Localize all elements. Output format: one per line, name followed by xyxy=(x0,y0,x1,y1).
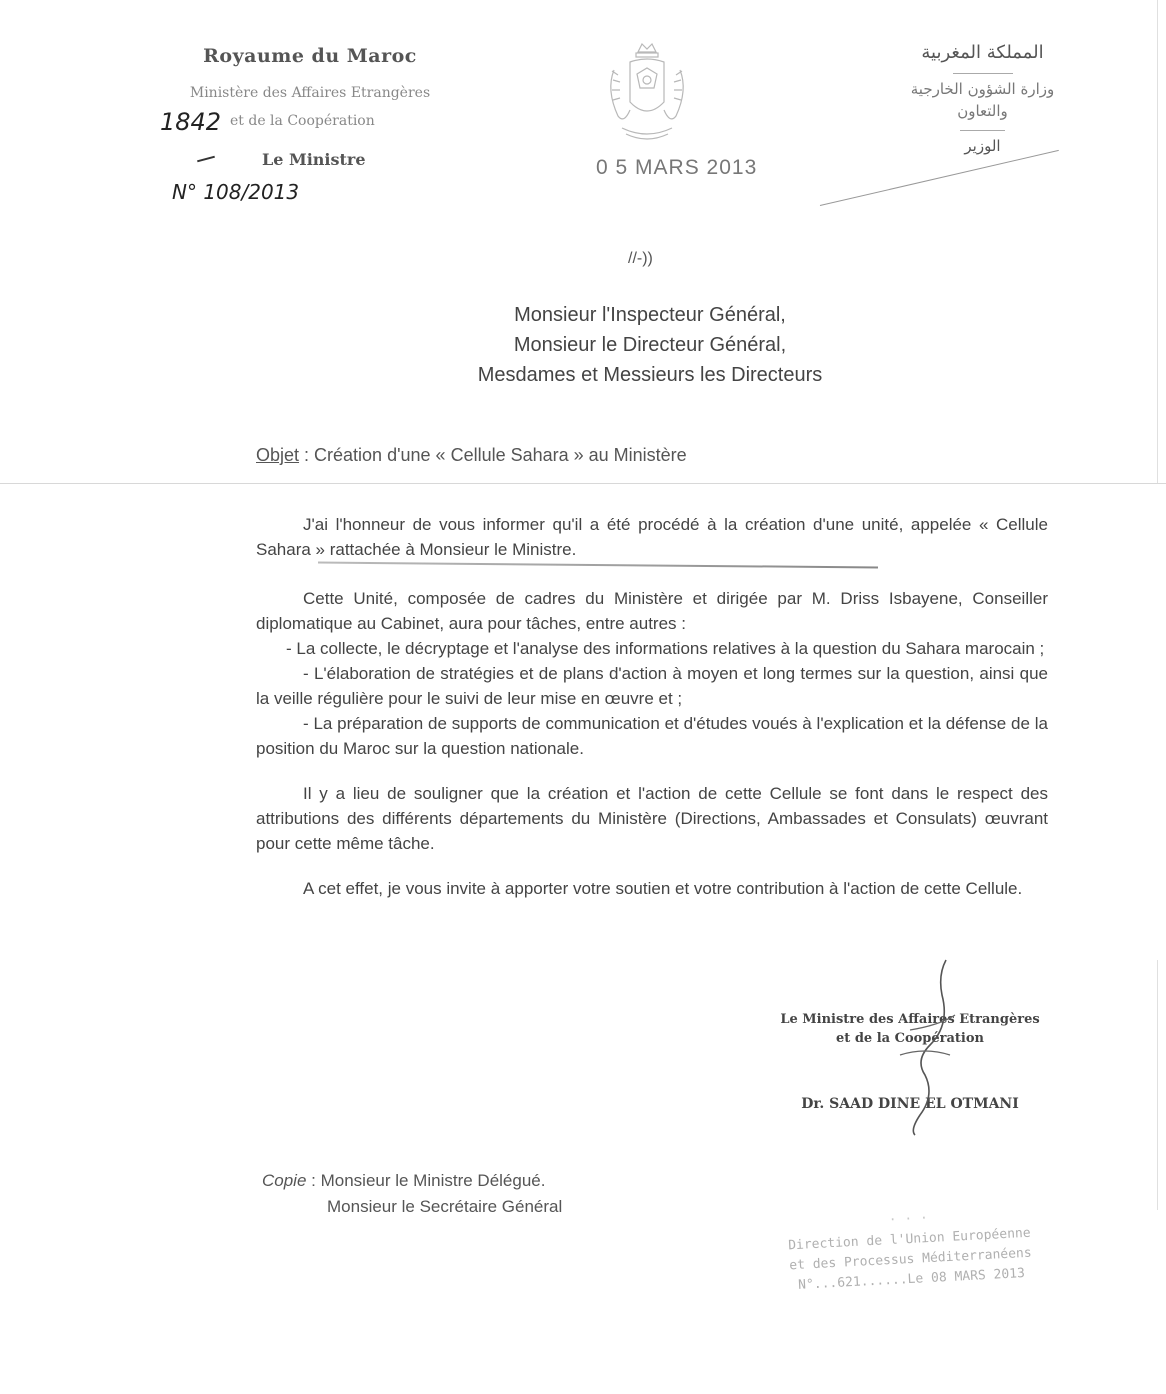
subject-text: : Création d'une « Cellule Sahara » au Ministère xyxy=(299,445,687,465)
header-left xyxy=(150,45,470,101)
ar-divider-2 xyxy=(960,130,1005,131)
signature-title-1: Le Ministre des Affaires Etrangères xyxy=(780,1012,1040,1027)
addressees xyxy=(400,300,900,390)
paragraph-2: Cette Unité, composée de cadres du Ministère et dirigée par M. Driss Isbayene, Conseiller diplomatique au Cabinet, aura pour tâches, entre autres : xyxy=(256,589,1048,633)
bullet-2: - L'élaboration de stratégies et de plans d'action à moyen et long termes sur la question, ainsi que la veille régulière pour le suivi de leur mise en œuvre et ; xyxy=(256,664,1048,708)
header-right xyxy=(855,42,1110,155)
paragraph-3: Il y a lieu de souligner que la création et l'action de cette Cellule se font dans le respect des attributions des différents départements du Ministère (Directions, Ambassades et Consulats) œuvrant pour cette même tâche. xyxy=(256,784,1048,853)
bullet-3: - La préparation de supports de communication et d'études voués à l'explication et la défense de la position du Maroc sur la question nationale. xyxy=(256,714,1048,758)
stamp-mark: ⋅ ⋅ ⋅ xyxy=(888,1211,929,1229)
paragraph-4: A cet effet, je vous invite à apporter votre soutien et votre contribution à l'action de cette Cellule. xyxy=(303,879,1023,898)
copy-block xyxy=(262,1168,562,1220)
minister-title-ar: الوزير xyxy=(964,137,1001,155)
ministry-line2: et de la Coopération xyxy=(230,113,375,129)
copy-recipient-1: : Monsieur le Ministre Délégué. xyxy=(306,1171,546,1190)
kingdom-name-ar: المملكة المغربية xyxy=(921,42,1044,63)
signatory-name: Dr. SAAD DINE EL OTMANI xyxy=(801,1096,1019,1112)
scan-edge-line xyxy=(0,483,1166,484)
coat-of-arms-icon xyxy=(600,40,695,150)
bullet-1: - La collecte, le décryptage et l'analyse des informations relatives à la question du Sahara marocain ; xyxy=(286,639,1045,658)
minister-title: Le Ministre xyxy=(262,150,366,169)
stamp-line-3: N°...621......Le 08 MARS 2013 xyxy=(797,1266,1026,1293)
ar-divider xyxy=(953,73,1013,74)
ministry-line1: Ministère des Affaires Etrangères xyxy=(189,85,431,101)
kingdom-name: Royaume du Maroc xyxy=(203,45,417,67)
royal-emblem xyxy=(600,40,695,150)
ministry-ar-line1: وزارة الشؤون الخارجية xyxy=(910,80,1055,98)
subject-line xyxy=(256,445,687,466)
handwritten-reference: N° 108/2013 xyxy=(172,180,300,204)
scan-edge-right-top xyxy=(1157,0,1158,483)
letter-body xyxy=(256,512,1048,901)
subject-label: Objet xyxy=(256,445,300,465)
scan-edge-right-bottom xyxy=(1157,960,1158,1210)
date-stamp: 0 5 MARS 2013 xyxy=(596,156,758,179)
handwritten-signature xyxy=(880,955,960,1140)
pen-stroke xyxy=(820,150,1059,206)
handwritten-number: 1842 xyxy=(160,108,222,136)
stamp-line-1: Direction de l'Union Européenne xyxy=(787,1225,1031,1254)
paragraph-1: J'ai l'honneur de vous informer qu'il a été procédé à la création d'une unité, appelée « Cellule Sahara » rattachée à Monsieur le Ministre. xyxy=(256,515,1048,559)
addressee-1: Monsieur l'Inspecteur Général, xyxy=(514,304,786,326)
reference-mark: //-)) xyxy=(628,250,653,267)
handwritten-dash xyxy=(197,156,215,163)
copy-label: Copie xyxy=(262,1171,307,1190)
addressee-2: Monsieur le Directeur Général, xyxy=(513,334,787,356)
underline-scribble xyxy=(318,562,878,569)
ministry-ar-line2: والتعاون xyxy=(957,102,1008,120)
reception-stamp xyxy=(758,1202,1062,1298)
addressee-3: Mesdames et Messieurs les Directeurs xyxy=(477,364,823,386)
copy-line-1 xyxy=(262,1168,562,1194)
signature-title-2: et de la Coopération xyxy=(836,1031,984,1046)
stamp-line-2: et des Processus Méditerranéens xyxy=(788,1245,1033,1274)
copy-recipient-2: Monsieur le Secrétaire Général xyxy=(327,1197,563,1216)
